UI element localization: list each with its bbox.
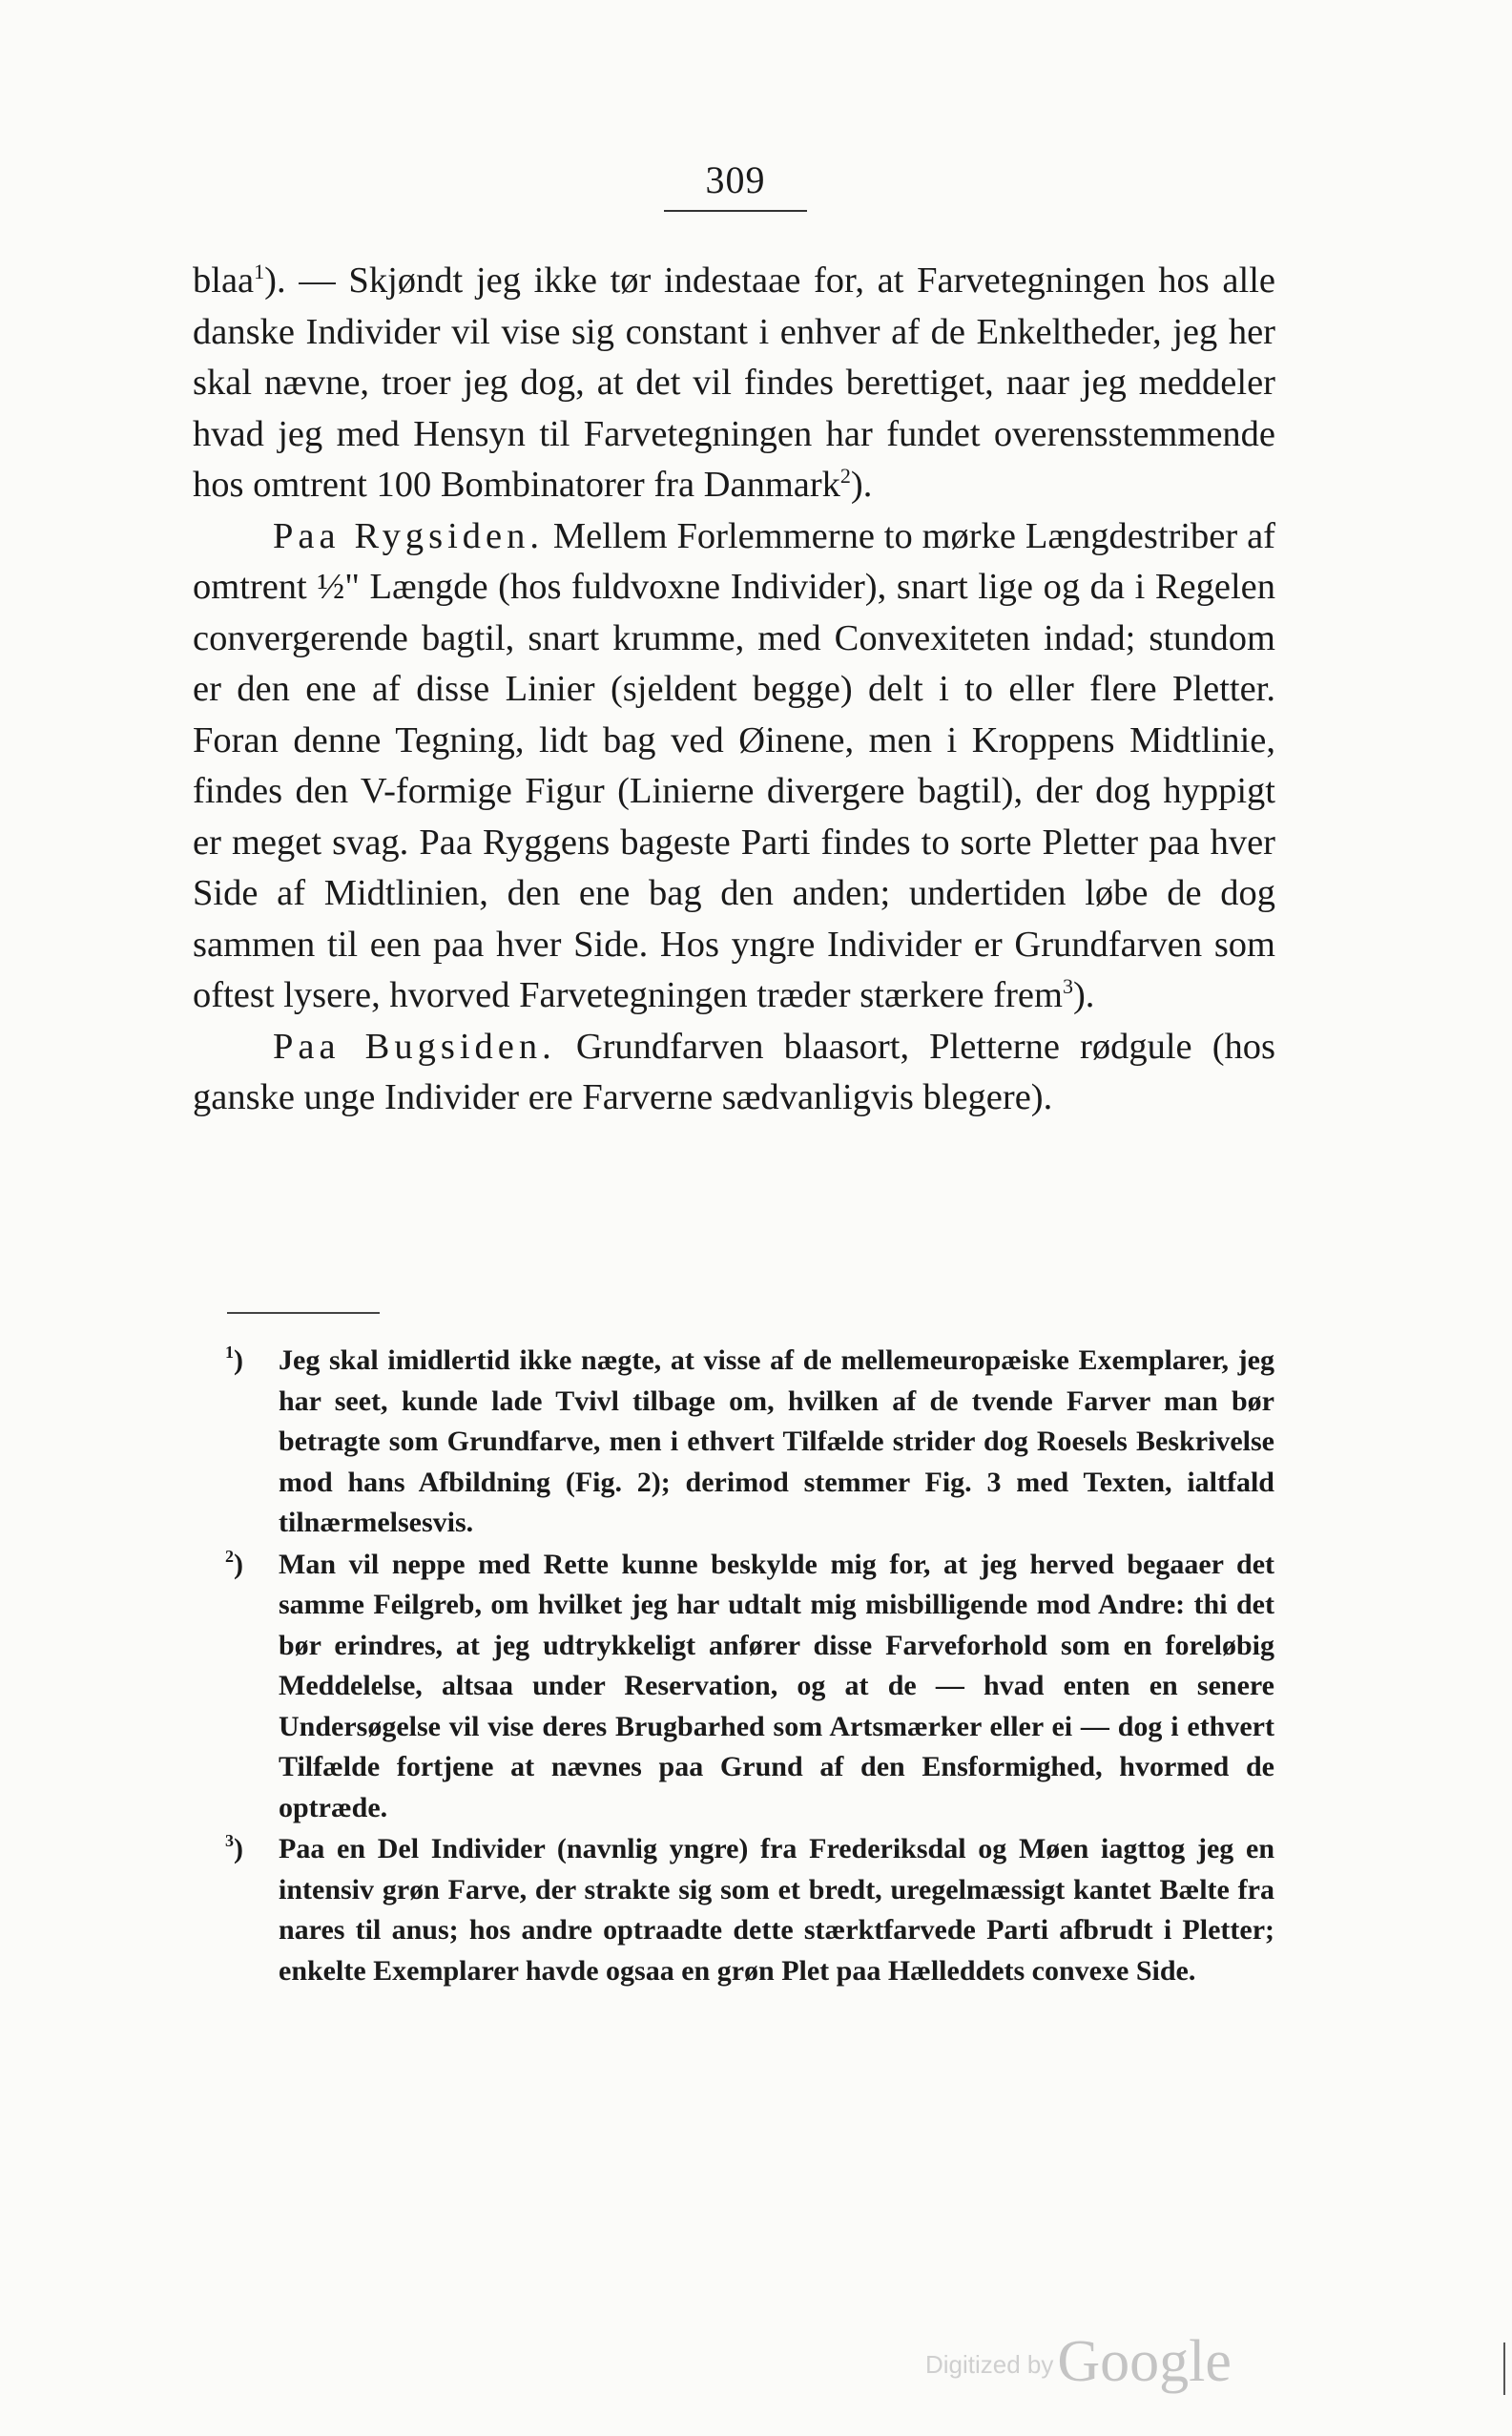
google-logo: Google (1057, 2329, 1232, 2394)
section-heading-bugsiden: Paa Bugsiden. (273, 1026, 556, 1067)
footnote-3-number: 3 (225, 1831, 234, 1850)
footnote-2-number: 2 (225, 1546, 234, 1566)
footnote-divider (227, 1312, 380, 1314)
footnote-1-mark: $^1$) (225, 1343, 243, 1376)
paragraph-2-text-a: Mellem Forlemmerne to mørke Længdestriber af omtrent ½" Længde (hos fuldvoxne Individer), snart lige og da i Regelen convergerende bagtil, snart krumme, med Convexiteten indad; stundom er den ene af disse Linier (sjeldent begge) delt i to eller flere Pletter. Foran denne Tegning, lidt bag ved Øinene, men i Kroppens Midtlinie, findes den V-formige Figur (Linierne divergere bagtil), der dog hyppigt er meget svag. Paa Ryggens bageste Parti findes to sorte Pletter paa hver Side af Midtlinien, den ene bag den anden; undertiden løbe de dog sammen til een paa hver Side. Hos yngre Individer er Grundfarven som oftest lysere, hvorved Farvetegningen træder stærkere frem (193, 515, 1275, 1015)
footnote-ref-1: 1 (254, 260, 265, 283)
paragraph-2 (193, 511, 1275, 1022)
footnote-ref-2: 2 (839, 464, 851, 488)
footnote-1-text: Jeg skal imidlertid ikke nægte, at visse af de mellemeuropæiske Exemplarer, jeg har seet, kunde lade Tvivl tilbage om, hvilken af de tvende Farver man bør betragte som Grundfarve, men i ethvert Tilfælde strider dog Roesels Beskrivelse mod hans Afbildning (Fig. 2); derimod stemmer Fig. 3 med Texten, ialtfald tilnærmelsesvis. (279, 1344, 1274, 1538)
page-number: 309 (664, 157, 807, 212)
section-heading-rygsiden: Paa Rygsiden. (273, 515, 544, 556)
footnote-ref-3: 3 (1062, 974, 1073, 998)
footnote-3-mark: $^3$) (225, 1831, 243, 1864)
footnote-2-mark: $^2$) (225, 1546, 243, 1580)
footnote-3-text: Paa en Del Individer (navnlig yngre) fra Frederiksdal og Møen iagttog jeg en intensiv grøn Farve, der strakte sig som et bredt, uregelmæssigt kantet Bælte fra nares til anus; hos andre optraadte dette stærktfarvede Parti afbrudt i Pletter; enkelte Exemplarer havde ogsaa en grøn Plet paa Hælleddets convexe Side. (279, 1833, 1274, 1987)
footnote-2-text: Man vil neppe med Rette kunne beskylde mig for, at jeg herved begaaer det samme Feilgreb, om hvilket jeg har udtalt mig misbilligende mod Andre: thi det bør erindres, at jeg udtrykkeligt anfører disse Farveforhold som en foreløbig Meddelelse, altsaa under Reservation, og at de — hvad enten en senere Undersøgelse vil vise deres Brugbarhed som Artsmærker eller ei — dog i ethvert Tilfælde fortjene at nævnes paa Grund af den Ensformighed, hvormed de optræde. (279, 1548, 1274, 1823)
footnote-2 (225, 1545, 1274, 1829)
watermark-prefix: Digitized by (925, 2350, 1054, 2379)
paragraph-1-text-a: blaa (193, 260, 255, 301)
main-text (193, 256, 1275, 1124)
paragraph-3 (193, 1022, 1275, 1124)
footnote-3 (225, 1829, 1274, 1991)
paragraph-1 (193, 256, 1275, 511)
paragraph-2-text-b: ). (1072, 975, 1095, 1015)
footnote-1-number: 1 (225, 1343, 234, 1362)
scan-edge-mark (1503, 2342, 1505, 2395)
paragraph-3-text: Grundfarven blaasort, Pletterne rødgule (hos ganske unge Individer ere Farverne sædvanligvis blegere). (193, 1026, 1276, 1117)
paragraph-1-text-b: ). — Skjøndt jeg ikke tør indestaae for, at Farvetegningen hos alle danske Individer vil vise sig constant i enhver af de Enkeltheder, jeg her skal nævne, troer jeg dog, at det vil findes berettiget, naar jeg meddeler hvad jeg med Hensyn til Farvetegningen har fundet overensstemmende hos omtrent 100 Bombinatorer fra Danmark (193, 260, 1275, 505)
digitized-watermark (925, 2328, 1232, 2396)
footnotes (225, 1341, 1274, 1992)
footnote-1 (225, 1341, 1274, 1544)
paragraph-1-text-c: ). (850, 465, 873, 505)
